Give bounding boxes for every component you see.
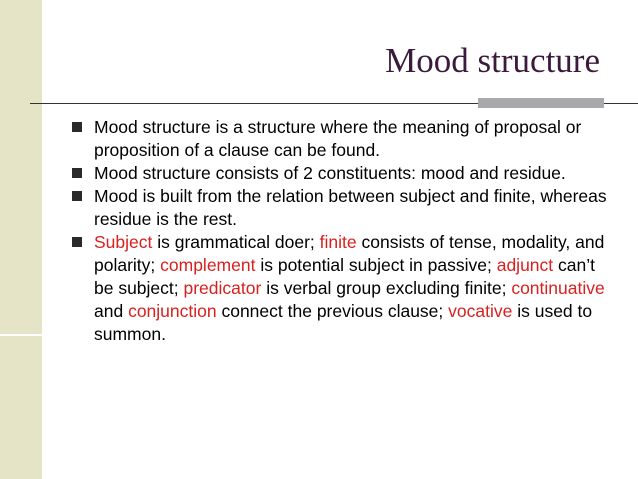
left-band-divider [0, 334, 42, 344]
term-predicator: predicator [183, 278, 262, 298]
bullet-list [72, 116, 612, 346]
term-finite: finite [319, 232, 357, 252]
title-rule-accent [478, 98, 604, 108]
bullet-item [72, 162, 612, 185]
text-segment: connect the previous clause; [216, 301, 449, 321]
text-segment: is grammatical doer; [152, 232, 320, 252]
slide-title: Mood structure [385, 41, 600, 80]
term-continuative: continuative [511, 278, 605, 298]
square-bullet-icon [72, 122, 82, 132]
bullet-text [94, 232, 605, 344]
text-segment: is potential subject in passive; [255, 255, 497, 275]
bullet-item [72, 231, 612, 346]
bullet-item [72, 185, 612, 231]
text-segment: is verbal group excluding finite; [261, 278, 512, 298]
term-conjunction: conjunction [128, 301, 217, 321]
bullet-item [72, 116, 612, 162]
text-segment: is used to summon. [94, 301, 593, 344]
square-bullet-icon [72, 237, 82, 247]
left-decorative-band [0, 0, 42, 479]
text-segment: consists of tense, modality, and polarity; [94, 232, 605, 275]
bullet-text: Mood structure consists of 2 constituents: mood and residue. [94, 163, 566, 183]
text-segment: can’t be subject; [94, 255, 595, 298]
term-adjunct: adjunct [496, 255, 554, 275]
square-bullet-icon [72, 191, 82, 201]
square-bullet-icon [72, 168, 82, 178]
term-vocative: vocative [448, 301, 513, 321]
bullet-text: Mood is built from the relation between subject and finite, whereas residue is the rest. [94, 186, 607, 229]
bullet-text: Mood structure is a structure where the meaning of proposal or proposition of a clause can be found. [94, 117, 582, 160]
text-segment: and [94, 301, 129, 321]
term-complement: complement [160, 255, 256, 275]
term-subject: Subject [94, 232, 153, 252]
